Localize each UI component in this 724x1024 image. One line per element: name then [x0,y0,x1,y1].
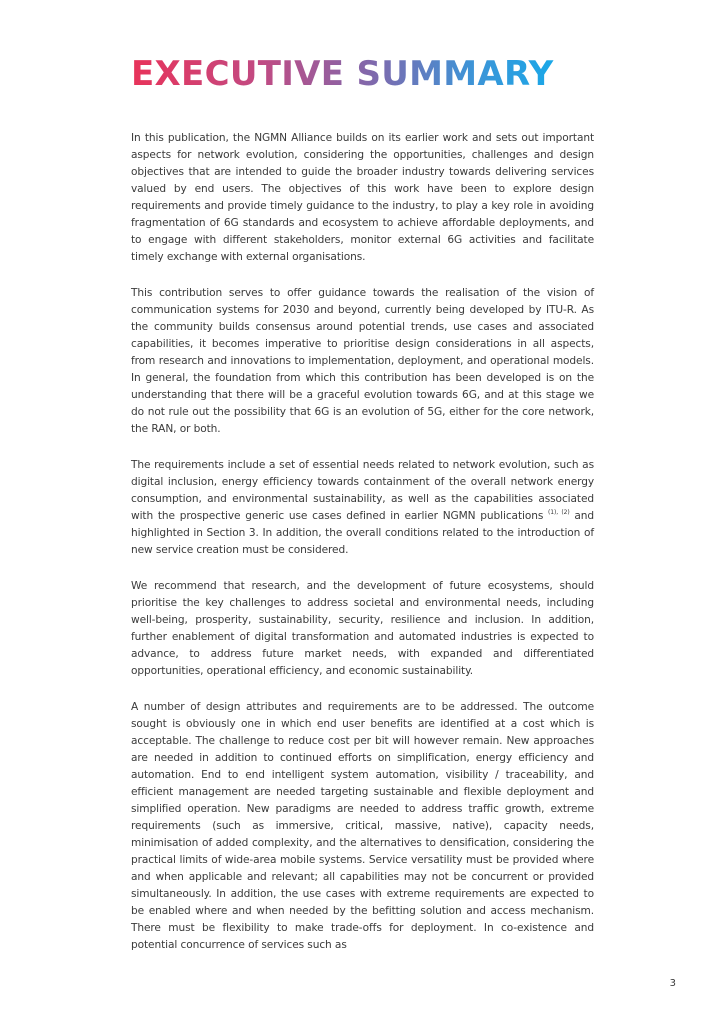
paragraph-design-attributes: A number of design attributes and requirements are to be addressed. The outcome sought is obviously one in which end user benefits are identified at a cost which is acceptable. The challenge to reduce cost per bit will however remain. New approaches are needed in addition to continued efforts on simplification, energy efficiency and automation. End to end intelligent system automation, visibility / traceability, and efficient management are needed targeting sustainable and flexible deployment and simplified operation. New paradigms are needed to address traffic growth, extreme requirements (such as immersive, critical, massive, native), capacity needs, minimisation of added complexity, and the alternatives to densification, considering the practical limits of wide-area mobile systems. Service versatility must be provided where and when applicable and relevant; all capabilities may not be concurrent or provided simultaneously. In addition, the use cases with extreme requirements are expected to be enabled where and when needed by the befitting solution and access mechanism. There must be flexibility to make trade-offs for deployment. In co-existence and potential concurrence of services such as [131,701,594,951]
paragraph-intro: In this publication, the NGMN Alliance builds on its earlier work and sets out important aspects for network evolution, considering the opportunities, challenges and design objectives that are intended to guide the broader industry towards delivering services valued by end users. The objectives of this work have been to explore design requirements and provide timely guidance to the industry, to play a key role in avoiding fragmentation of 6G standards and ecosystem to achieve affordable deployments, and to engage with different stakeholders, monitor external 6G activities and facilitate timely exchange with external organisations. [131,132,594,263]
paragraph-requirements-text-2: and highlighted in Section 3. In addition, the overall conditions related to the introduction of new service creation must be considered. [131,510,594,556]
body-text [131,130,594,973]
reference-superscript: (1), (2) [548,509,570,516]
paragraph-requirements [131,457,594,559]
paragraph-vision: This contribution serves to offer guidance towards the realisation of the vision of communication systems for 2030 and beyond, currently being developed by ITU-R. As the community builds consensus around potential trends, use cases and associated capabilities, it becomes imperative to prioritise design considerations in all aspects, from research and innovations to implementation, deployment, and operational models. In general, the foundation from which this contribution has been developed is on the understanding that there will be a graceful evolution towards 6G, and at this stage we do not rule out the possibility that 6G is an evolution of 5G, either for the core network, the RAN, or both. [131,287,594,435]
paragraph-recommendation: We recommend that research, and the development of future ecosystems, should prioritise the key challenges to address societal and environmental needs, including well-being, prosperity, sustainability, security, resilience and inclusion. In addition, further enablement of digital transformation and automated industries is expected to advance, to address future market needs, with expanded and differentiated opportunities, operational efficiency, and economic sustainability. [131,580,594,677]
page-number: 3 [669,978,676,989]
page-title: EXECUTIVE SUMMARY [131,54,554,94]
paragraph-requirements-text-1: The requirements include a set of essential needs related to network evolution, such as digital inclusion, energy efficiency towards containment of the overall network energy consumption, and environmental sustainability, as well as the capabilities associated with the prospective generic use cases defined in earlier NGMN publications [131,459,594,522]
